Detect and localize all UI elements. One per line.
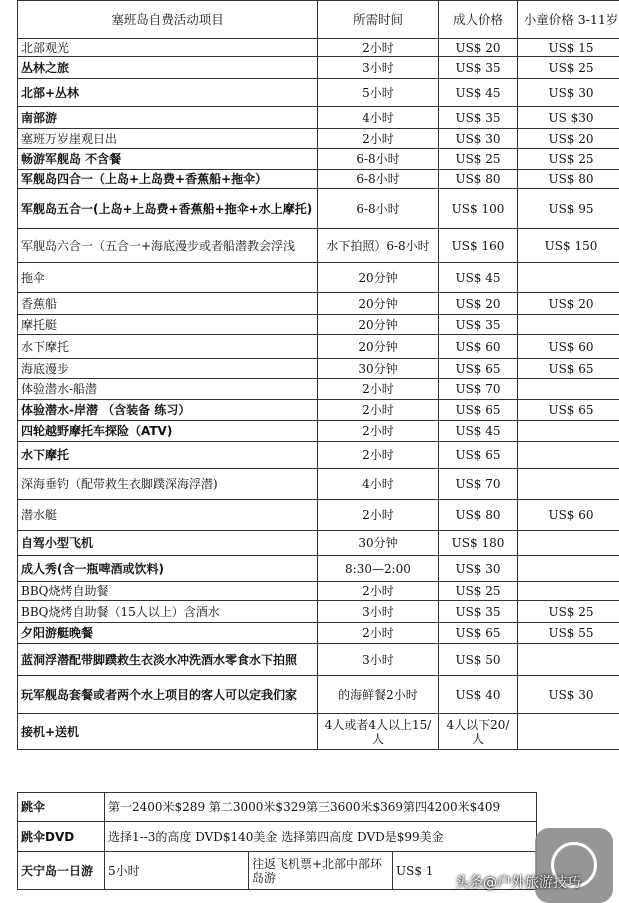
duration: 4小时	[318, 469, 439, 500]
child-price	[518, 421, 619, 442]
activity-name: 塞班万岁崖观日出	[18, 129, 318, 149]
duration: 20分钟	[318, 335, 439, 359]
duration: 4人或者4人以上15/人	[318, 714, 439, 750]
adult-price: US$ 25	[439, 582, 518, 601]
adult-price: US$ 65	[439, 442, 518, 469]
duration: 2小时	[318, 442, 439, 469]
activity-name: 摩托艇	[18, 315, 318, 335]
table-row	[18, 189, 619, 229]
column-header: 成人价格	[439, 1, 518, 39]
table-row	[18, 39, 619, 57]
dvd-label: 跳伞DVD	[18, 822, 105, 852]
adult-price: US$ 30	[439, 129, 518, 149]
activity-name: 香蕉船	[18, 293, 318, 315]
duration: 3小时	[318, 601, 439, 623]
activity-name: 深海垂钓（配带救生衣脚蹼深海浮潜)	[18, 469, 318, 500]
skydive-label: 跳伞	[18, 793, 105, 822]
dvd-row	[18, 822, 537, 852]
activity-name: 丛林之旅	[18, 57, 318, 79]
duration: 20分钟	[318, 293, 439, 315]
activity-name: 畅游军舰岛 不含餐	[18, 149, 318, 170]
dvd-text: 选择1--3的高度 DVD$140美金 选择第四高度 DVD是$99美金	[105, 822, 537, 852]
tinian-text: 往返飞机票+北部中部环岛游	[249, 852, 393, 890]
activity-name: 夕阳游艇晚餐	[18, 623, 318, 644]
activity-name: 体验潜水-岸潜 （含装备 练习）	[18, 400, 318, 421]
table-row	[18, 400, 619, 421]
table-row	[18, 379, 619, 400]
table-row	[18, 149, 619, 170]
table-row	[18, 421, 619, 442]
duration: 2小时	[318, 379, 439, 400]
adult-price: US$ 70	[439, 379, 518, 400]
column-header: 小童价格 3-11岁	[518, 1, 619, 39]
table-row	[18, 500, 619, 531]
duration: 6-8小时	[318, 170, 439, 189]
adult-price: US$ 35	[439, 57, 518, 79]
child-price: US$ 25	[518, 57, 619, 79]
adult-price: 4人以下20/人	[439, 714, 518, 750]
duration: 2小时	[318, 421, 439, 442]
child-price	[518, 582, 619, 601]
table-row	[18, 170, 619, 189]
child-price	[518, 315, 619, 335]
skydive-row	[18, 793, 537, 822]
table-row	[18, 623, 619, 644]
adult-price: US$ 180	[439, 531, 518, 556]
activity-name: 四轮越野摩托车探险（ATV)	[18, 421, 318, 442]
table-row	[18, 531, 619, 556]
duration: 水下拍照）6-8小时	[318, 229, 439, 263]
tinian-price: US$ 1	[393, 852, 537, 890]
adult-price: US$ 70	[439, 469, 518, 500]
activity-name: 海底漫步	[18, 359, 318, 379]
table-row	[18, 714, 619, 750]
duration: 3小时	[318, 644, 439, 676]
child-price: US$ 95	[518, 189, 619, 229]
child-price	[518, 442, 619, 469]
column-header: 塞班岛自费活动项目	[18, 1, 318, 39]
table-row	[18, 676, 619, 714]
table-row	[18, 229, 619, 263]
duration: 20分钟	[318, 263, 439, 293]
child-price: US$ 25	[518, 149, 619, 170]
child-price: US$ 20	[518, 293, 619, 315]
duration: 3小时	[318, 57, 439, 79]
adult-price: US$ 65	[439, 623, 518, 644]
activity-name: 成人秀(含一瓶啤酒或饮料)	[18, 556, 318, 582]
activity-name: 自驾小型飞机	[18, 531, 318, 556]
adult-price: US$ 65	[439, 400, 518, 421]
table-header	[18, 1, 619, 39]
duration: 的海鲜餐2小时	[318, 676, 439, 714]
adult-price: US$ 40	[439, 676, 518, 714]
adult-price: US$ 25	[439, 149, 518, 170]
activity-name: 潜水艇	[18, 500, 318, 531]
adult-price: US$ 50	[439, 644, 518, 676]
child-price	[518, 644, 619, 676]
adult-price: US$ 160	[439, 229, 518, 263]
child-price: US$ 65	[518, 359, 619, 379]
child-price: US$ 20	[518, 129, 619, 149]
table-row	[18, 582, 619, 601]
child-price: US$ 65	[518, 400, 619, 421]
child-price: US$ 55	[518, 623, 619, 644]
adult-price: US$ 45	[439, 79, 518, 107]
child-price	[518, 263, 619, 293]
duration: 8:30—2:00	[318, 556, 439, 582]
adult-price: US$ 45	[439, 263, 518, 293]
skydive-text: 第一2400米$289 第二3000米$329第三3600米$369第四4200米$409	[105, 793, 537, 822]
child-price	[518, 556, 619, 582]
child-price: US$ 60	[518, 335, 619, 359]
table-row	[18, 335, 619, 359]
activity-name: 蓝洞浮潜配带脚蹼救生衣淡水冲洗酒水零食水下拍照	[18, 644, 318, 676]
child-price	[518, 714, 619, 750]
child-price: US$ 30	[518, 79, 619, 107]
activity-price-table	[17, 0, 619, 750]
table-row	[18, 469, 619, 500]
activity-name: 北部+丛林	[18, 79, 318, 107]
duration: 2小时	[318, 500, 439, 531]
child-price: US$ 60	[518, 500, 619, 531]
tinian-time: 5小时	[105, 852, 249, 890]
adult-price: US$ 65	[439, 359, 518, 379]
duration: 30分钟	[318, 531, 439, 556]
table-row	[18, 263, 619, 293]
adult-price: US$ 80	[439, 170, 518, 189]
child-price: US$ 150	[518, 229, 619, 263]
child-price: US $30	[518, 107, 619, 129]
activity-name: 水下摩托	[18, 335, 318, 359]
table-row	[18, 129, 619, 149]
table-row	[18, 57, 619, 79]
table-row	[18, 442, 619, 469]
duration: 2小时	[318, 400, 439, 421]
activity-name: 军舰岛六合一（五合一+海底漫步或者船潜教会浮浅	[18, 229, 318, 263]
table-row	[18, 79, 619, 107]
duration: 2小时	[318, 39, 439, 57]
child-price: US$ 15	[518, 39, 619, 57]
adult-price: US$ 35	[439, 315, 518, 335]
duration: 20分钟	[318, 315, 439, 335]
duration: 2小时	[318, 623, 439, 644]
adult-price: US$ 35	[439, 107, 518, 129]
child-price: US$ 80	[518, 170, 619, 189]
activity-name: BBQ烧烤自助餐（15人以上）含酒水	[18, 601, 318, 623]
adult-price: US$ 45	[439, 421, 518, 442]
table-row	[18, 644, 619, 676]
duration: 6-8小时	[318, 189, 439, 229]
duration: 2小时	[318, 582, 439, 601]
adult-price: US$ 100	[439, 189, 518, 229]
activity-name: 水下摩托	[18, 442, 318, 469]
activity-name: 军舰岛五合一(上岛+上岛费+香蕉船+拖伞+水上摩托)	[18, 189, 318, 229]
table-row	[18, 107, 619, 129]
adult-price: US$ 80	[439, 500, 518, 531]
adult-price: US$ 35	[439, 601, 518, 623]
activity-name: 接机+送机	[18, 714, 318, 750]
duration: 2小时	[318, 129, 439, 149]
column-header: 所需时间	[318, 1, 439, 39]
activity-name: 拖伞	[18, 263, 318, 293]
child-price	[518, 379, 619, 400]
activity-name: 玩军舰岛套餐或者两个水上项目的客人可以定我们家	[18, 676, 318, 714]
duration: 4小时	[318, 107, 439, 129]
table-row	[18, 293, 619, 315]
tinian-label: 天宁岛一日游	[18, 852, 105, 890]
table-row	[18, 556, 619, 582]
table-row	[18, 359, 619, 379]
child-price	[518, 531, 619, 556]
adult-price: US$ 30	[439, 556, 518, 582]
adult-price: US$ 20	[439, 39, 518, 57]
activity-name: 体验潜水-船潜	[18, 379, 318, 400]
table-row	[18, 315, 619, 335]
child-price: US$ 30	[518, 676, 619, 714]
activity-name: 北部观光	[18, 39, 318, 57]
adult-price: US$ 20	[439, 293, 518, 315]
duration: 30分钟	[318, 359, 439, 379]
child-price: US$ 25	[518, 601, 619, 623]
watermark: 头条@户外旅游技巧	[455, 875, 581, 891]
activity-name: BBQ烧烤自助餐	[18, 582, 318, 601]
activity-name: 军舰岛四合一（上岛+上岛费+香蕉船+拖伞）	[18, 170, 318, 189]
duration: 5小时	[318, 79, 439, 107]
activity-name: 南部游	[18, 107, 318, 129]
adult-price: US$ 60	[439, 335, 518, 359]
child-price	[518, 469, 619, 500]
duration: 6-8小时	[318, 149, 439, 170]
table-row	[18, 601, 619, 623]
